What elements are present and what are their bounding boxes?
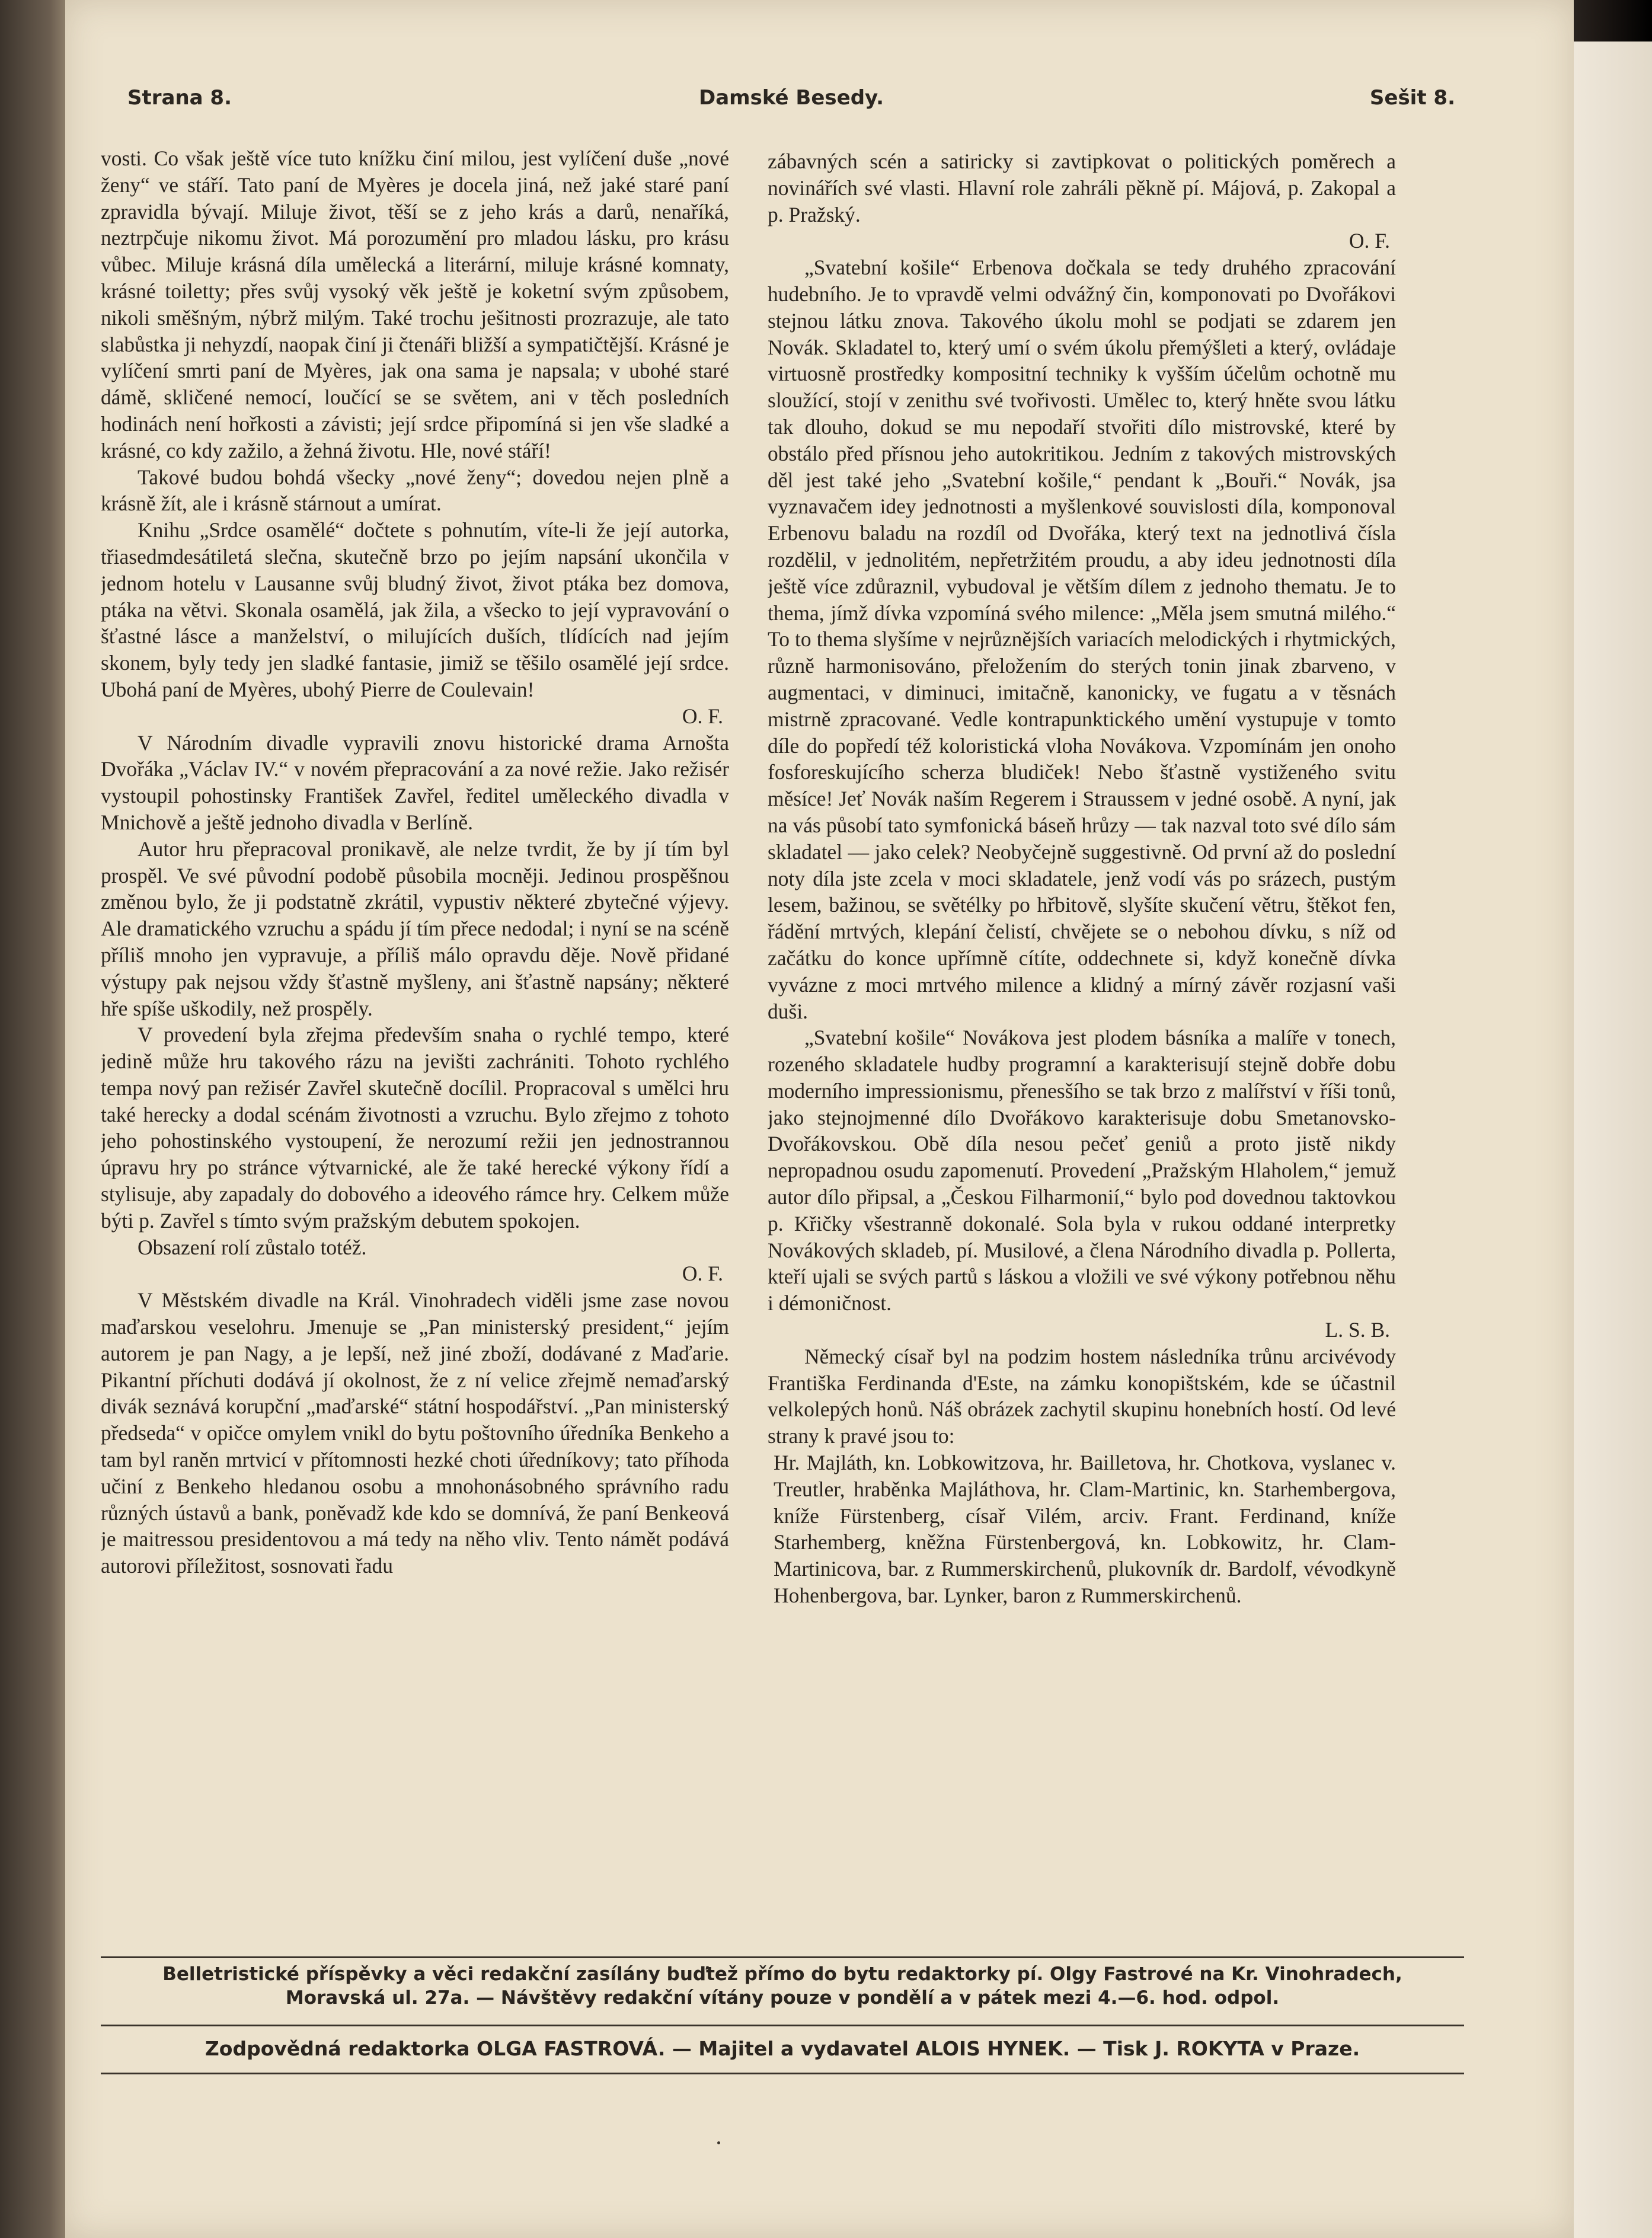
- paragraph: vosti. Co však ještě více tuto knížku činí milou, jest vylíčení duše „nové ženy“ ve stáří. Tato paní de Myères je docela jiná, než jaké staré paní zpravidla bývají. Miluje život, těší se z jeho krás a darů, nenaříká, neztrpčuje nikomu život. Má porozumění pro mladou lásku, pro krásu vůbec. Miluje krásná díla umělecká a literární, miluje krásné komnaty, krásné toiletty; přes svůj vysoký věk ještě je koketní svým způsobem, nikoli směšným, nýbrž milým. Také trochu ješitnosti prozrazuje, ale tato slabůstka ji nehyzdí, naopak činí ji čtenáři bližší a sympatičtější. Krásné je vylíčení smrti paní de Myères, jak ona sama je napsala; v ubohé staré dámě, skličené nemocí, loučící se se světem, ani v těch posledních hodinách není hořkosti a závisti; její srdce připomíná si jen vše sladké a krásné, co kdy zažilo, a žehná životu. Hle, nové stáří!: [101, 146, 729, 462]
- paragraph: „Svatební košile“ Novákova jest plodem básníka a malíře v tonech, rozeného skladatele hudby programní a karakterisují stejně dobře dobu moderního impressionismu, přenesšího se tak brzo z malířství v říši tonů, jako stejnojmenné dílo Dvořákovo karakterisuje dobu Smetanovsko-Dvořákovskou. Obě díla nesou pečeť geniů a proto jistě nikdy nepropadnou osudu zapomenutí. Provedení „Pražským Hlaholem,“ jemuž autor dílo připsal, a „Českou Filharmonií,“ bylo pod dovednou taktovkou p. Křičky všestranně dokonalé. Sola byla v rukou oddané interpretky Novákových skladeb, pí. Musilové, a člena Národního divadla p. Pollerta, kteří ujali se svých partů s láskou a vložili ve své výkony potřebnou něhu i démoničnost.: [768, 1026, 1396, 1316]
- paragraph: V Národním divadle vypravili znovu historické drama Arnošta Dvořáka „Václav IV.“ v novém přepracování a za nové režie. Jako režisér vystoupil pohostinsky František Zavřel, ředitel uměleckého divadla v Mnichově a ještě jednoho divadla v Berlíně.: [101, 730, 729, 834]
- running-header: [127, 86, 1455, 122]
- paragraph: Německý císař byl na podzim hostem následníka trůnu arcivévody Františka Ferdinanda d'Este, na zámku konopištském, kde se účastnil velkolepých honů. Náš obrázek zachytil skupinu honebních hostí. Od levé strany k pravé jsou to:: [768, 1344, 1396, 1448]
- paragraph: Obsazení rolí zůstalo totéž.: [138, 1235, 367, 1259]
- editorial-note-line: Moravská ul. 27a. — Návštěvy redakční vítány pouze v pondělí a v pátek mezi 4.—6. hod. odpol.: [285, 1987, 1280, 2009]
- paragraph: Takové budou bohdá všecky „nové ženy“; dovedou nejen plně a krásně žít, ale i krásně stárnout a umírat.: [101, 465, 729, 516]
- page-number: Strana 8.: [127, 86, 232, 110]
- paragraph: Autor hru přepracoval pronikavě, ale nelze tvrdit, že by jí tím byl prospěl. Ve své původní podobě působila mocněji. Jedinou prospěšnou změnou bylo, že ji podstatně zkrátil, vypustiv některé zbytečné výjevy. Ale dramatického vzruchu a spádu jí tím přece nedodal; i nyní se na scéně příliš mnoho jen vypravuje, a příliš málo opravdu děje. Nově přidané výstupy pak nejsou vždy šťastně myšleny, ani šťastně napsány; některé hře spíše uškodily, než prospěly.: [101, 837, 729, 1020]
- paragraph: „Svatební košile“ Erbenova dočkala se tedy druhého zpracování hudebního. Je to vpravdě velmi odvážný čin, komponovati po Dvořákovi stejnou látku znova. Takového úkolu mohl se podjati se zdarem jen Novák. Skladatel to, který umí o svém úkolu přemýšleti a který, ovládaje virtuosně prostředky kompositní techniky k vyšším účelům ochotně mu sloužící, stojí v zenithu své tvořivosti. Umělec to, který hněte svou látku tak dlouho, dokud se mu nepodaří stvořiti dílo mistrovské, které by obstálo před přísnou jeho autokritikou. Jedním z takových mistrovských děl jest také jeho „Svatební košile,“ pendant k „Bouři.“ Novák, jsa vyznavačem idey jednotnosti a myšlenkové souvislosti díla, komponoval Erbenovu baladu na rozdíl od Dvořáka, který text na jednotlivá čísla rozdělil, v jednolitém, nepřetržitém proudu, a aby ideu jednotnosti díla ještě více zdůraznil, vybudoval je větším dílem z jednoho thematu. Je to themа, jímž dívka vzpomíná svého milence: „Měla jsem smutná milého.“ To to thema slyšíme v nejrůznějších variacích melodických i rhytmických, různě harmonisováno, přeložením do sterých tonin jinak zbarveno, v augmentaci, v diminuci, imitačně, kanonicky, ve fugatu a v těsnách mistrně zpracované. Vedle kontrapunktického umění vystupuje v tomto díle do popředí též koloristická vloha Novákova. Vzpomínám jen onoho fosforeskujícího scherza bludiček! Nebo šťastně vystiženého svitu měsíce! Jeť Novák naším Regerem i Straussem v jedné osobě. A nyní, jak na vás působí tato symfonická báseň hrůzy — tak nazval toto své dílo sám skladatel — jako celek? Neobyčejně suggestivně. Od první až do poslední noty díla jste zcela v moci skladatele, jenž vodí vás po srázech, pustým lesem, bažinou, se světélky po hřbitově, slyšíte skučení větru, štěkot fen, řádění mrtvých, klepání čelistí, chvějete se o nebohou dívku, s níž od začátku do konce upřímně cítíte, oddechnete si, když konečně dívka vyvázne z moci mrtvého milence a klidný a mírný závěr rozjasní vaši duši.: [768, 256, 1396, 1023]
- author-signature: O. F.: [682, 704, 723, 728]
- author-signature: O. F.: [1349, 229, 1390, 253]
- adjacent-page-edge: [1571, 41, 1652, 2238]
- paragraph: V provedení byla zřejma především snaha o rychlé tempo, které jedině může hru takového rázu na jevišti zachrániti. Tohoto rychlého tempa nový pan režisér Zavřel skutečně docílil. Propracoval s umělci hru také herecky a dodal scénám životnosti a vzruchu. Bylo zřejmo z tohoto jeho pohostinského vystoupení, že nerozumí režii jen jednostrannou úpravu hry po stránce výtvarnické, ale že také herecké výkony řídí a stylisuje, aby zapadaly do dobového a ideového rámce hry. Celkem může býti p. Zavřel s tímto svým pražským debutem spokojen.: [101, 1023, 729, 1233]
- paragraph: Knihu „Srdce osamělé“ dočtete s pohnutím, víte-li že její autorka, třiasedmdesátiletá slečna, skutečně brzo po jejím napsání ukončila v jednom hotelu v Lausanne svůj bludný život, život ptáka bez domova, ptáka na větvi. Skonala osamělá, jak žila, a všecko to její vypravování o šťastné lásce a manželství, o milujících duších, tlídících nad jejím skonem, byly tedy jen sladké fantasie, jimiž se těšilo osamělé její srdce. Ubohá paní de Myères, ubohý Pierre de Coulevain!: [101, 518, 729, 701]
- print-speck: [717, 2141, 720, 2144]
- editorial-note-line: Belletristické příspěvky a věci redakční zasílány buďtež přímo do bytu redaktorky pí. Olgy Fastrové na Kr. Vinohradech,: [162, 1964, 1402, 1985]
- author-signature: O. F.: [682, 1262, 723, 1286]
- imprint: Zodpovědná redaktorka OLGA FASTROVÁ. — Majitel a vydavatel ALOIS HYNEK. — Tisk J. ROKYTA v Praze.: [204, 2037, 1360, 2060]
- guest-list: Hr. Majláth, kn. Lobkowitzova, hr. Bailletova, hr. Chotkova, vyslanec v. Treutler, hraběnka Majláthova, hr. Clam-Martinic, kn. Starhembergova, kníže Fürstenberg, císař Vilém, arciv. Frant. Ferdinand, kníže Starhemberg, kněžna Fürstenbergová, kn. Lobkowitz, hr. Clam-Martinicova, bar. z Rummerskirchenů, plukovník dr. Bardolf, vévodkyně Hohenbergova, bar. Lynker, baron z Rummerskirchenů.: [774, 1451, 1396, 1608]
- paragraph: zábavných scén a satiricky si zavtipkovat o politických poměrech a novinářích své vlasti. Hlavní role zahráli pěkně pí. Májová, p. Zakopal a p. Pražský.: [768, 149, 1396, 226]
- editorial-note: [101, 1962, 1464, 2010]
- left-column: [101, 145, 729, 1942]
- scan-background-left: [0, 0, 71, 2238]
- divider: [101, 2073, 1464, 2074]
- divider: [101, 2025, 1464, 2026]
- author-signature: L. S. B.: [1325, 1318, 1390, 1342]
- divider: [101, 1956, 1464, 1958]
- paragraph: V Městském divadle na Král. Vinohradech viděli jsme zase novou maďarskou veselohru. Jmenuje se „Pan ministerský president,“ jejím autorem je pan Nagy, a je lepší, než jiné zboží, dodávané z Maďarie. Pikantní příchuti dodává jí okolnost, že z ní velice zřejmě nemaďarský divák seznává korupční „maďarské“ státní hospodářství. „Pan ministerský předseda“ v opičce omylem vnikl do bytu poštovního úředníka Benkeho a tam byl raněn mrtvicí v přítomnosti hezké choti úředníkovy; tato příhoda učiní z Benkeho hledanou osobu a mnohonásobného správního radu různých ústavů a bank, poněvadž kde kdo se domnívá, že paní Benkeová je maitressou presidentovou a má tedy na něho vliv. Tento námět podává autorovi příležitost, sosnovati řadu: [101, 1288, 729, 1578]
- issue-number: Sešit 8.: [1369, 86, 1455, 110]
- right-column: [768, 148, 1396, 1945]
- magazine-title: Damské Besedy.: [699, 86, 884, 110]
